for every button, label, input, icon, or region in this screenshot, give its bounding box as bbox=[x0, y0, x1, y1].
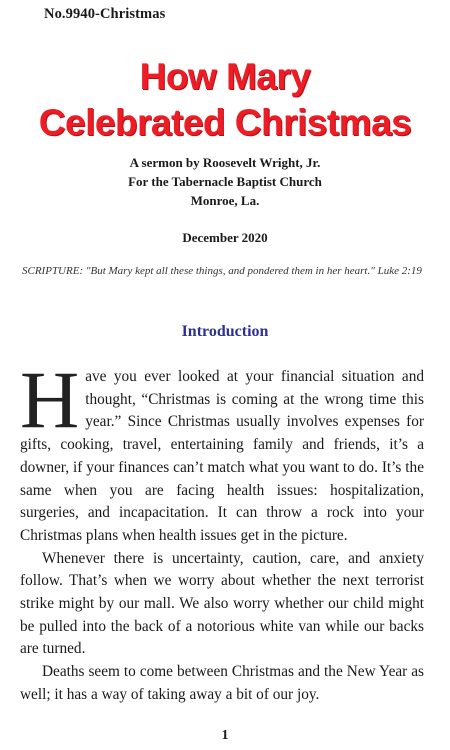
document-number: No.9940-Christmas bbox=[44, 6, 166, 22]
paragraph-2: Whenever there is uncertainty, caution, care, and anxiety follow. That’s when we worry about whether the next terrorist strike might by our mall. We also worry whether our child might be pulled into the back of a notorious white van while our backs are turned. bbox=[20, 549, 424, 658]
sermon-title bbox=[0, 54, 450, 146]
section-heading: Introduction bbox=[181, 323, 269, 340]
title-line-2: Celebrated Christmas bbox=[38, 102, 412, 143]
paragraph-3: Deaths seem to come between Christmas and the New Year as well; it has a way of taking away a bit of our joy. bbox=[20, 663, 424, 703]
scripture-quote: SCRIPTURE: "But Mary kept all these things, and pondered them in her heart." Luke 2:19 bbox=[22, 265, 422, 277]
paragraph-1 bbox=[20, 354, 424, 548]
byline bbox=[0, 153, 450, 210]
byline-church: For the Tabernacle Baptist Church bbox=[128, 174, 322, 189]
sermon-date: December 2020 bbox=[182, 230, 268, 245]
title-line-1: How Mary bbox=[139, 56, 311, 97]
body-text bbox=[20, 354, 424, 707]
drop-cap: H bbox=[20, 354, 80, 445]
byline-author: A sermon by Roosevelt Wright, Jr. bbox=[129, 155, 321, 170]
byline-location: Monroe, La. bbox=[190, 193, 260, 208]
paragraph-1-text: ave you ever looked at your financial situation and thought, “Christmas is coming at the wrong time this year.” Since Christmas usually involves expenses for gifts, cooking, travel, entertaining family and friends, it’s a downer, if your finances can’t match what you want to do. It’s the same when you are facing health issues: hospitalization, surgeries, and incapacitation. It can throw a rock into your Christmas plans when health issues get in the picture. bbox=[20, 368, 424, 544]
page-number: 1 bbox=[221, 728, 229, 743]
